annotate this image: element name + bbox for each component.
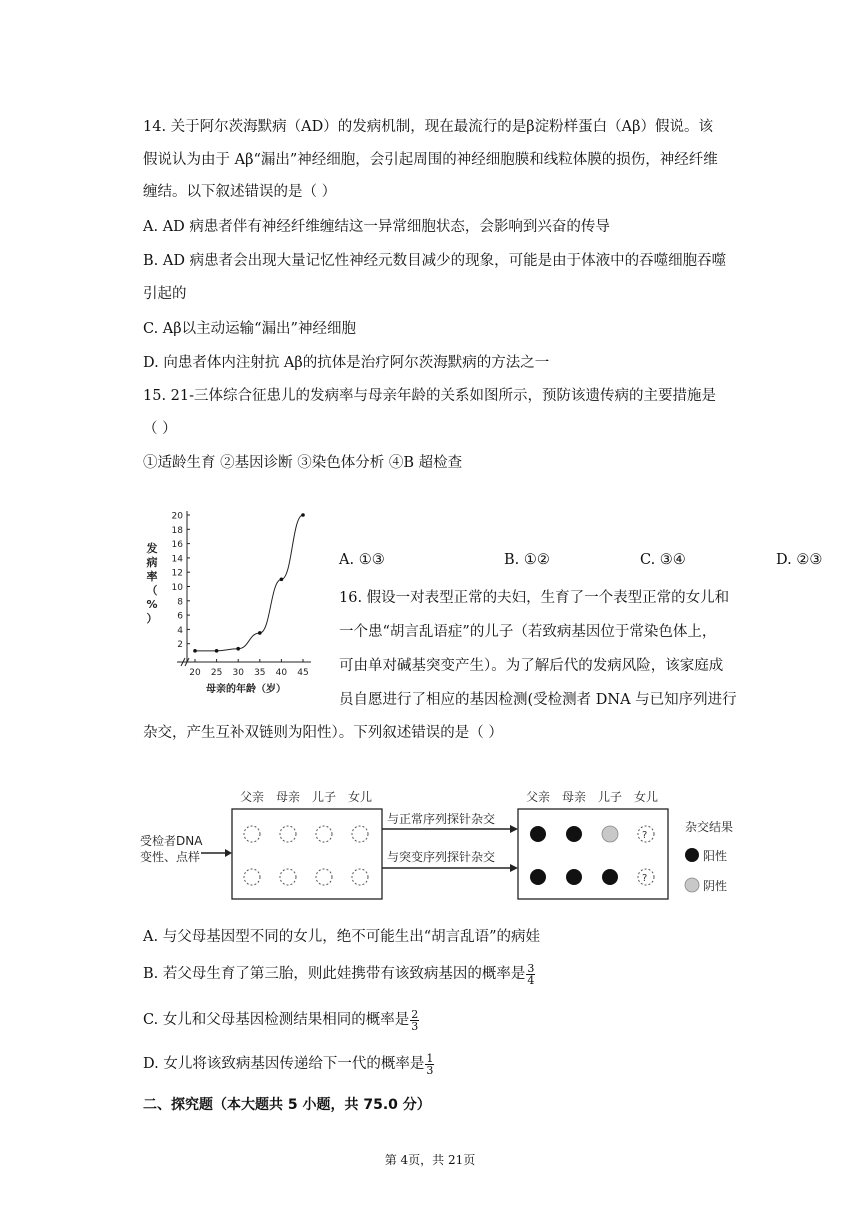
legend-positive-swatch <box>685 848 699 862</box>
membrane-box-after <box>518 809 668 899</box>
unknown-mark-mutant: ? <box>642 873 648 884</box>
y-tick-label: 16 <box>171 540 183 551</box>
spot-son-normal-negative <box>602 826 618 842</box>
x-tick-label: 30 <box>232 668 244 678</box>
y-axis-label-char: % <box>146 598 158 611</box>
x-tick-label: 40 <box>275 668 288 678</box>
spot-mother-mutant-empty <box>280 869 296 885</box>
q16-stem-line3: 可由单对碱基突变产生）。为了解后代的发病风险，该家庭成 <box>339 658 724 674</box>
q16-option-d-fraction <box>425 1053 434 1076</box>
q16-option-c-text: C. 女儿和父母基因检测结果相同的概率是 <box>143 1012 410 1028</box>
q15-choices: ①适龄生育 ②基因诊断 ③染色体分析 ④B 超检查 <box>143 455 463 471</box>
q16-option-a: A. 与父母基因型不同的女儿，绝不可能生出“胡言乱语”的病娃 <box>143 929 541 945</box>
q16-option-b-fraction <box>526 963 535 986</box>
data-point <box>280 578 284 582</box>
y-tick-label: 2 <box>177 640 183 651</box>
q14-stem-line3: 缠结。以下叙述错误的是（ ） <box>143 184 337 200</box>
q16-stem-line4: 员自愿进行了相应的基因检测(受检测者 DNA 与已知序列进行 <box>339 692 737 708</box>
label-daughter: 女儿 <box>348 790 373 804</box>
x-tick-label: 45 <box>297 668 309 678</box>
y-axis-label-char: 病 <box>146 556 158 569</box>
sample-label-line2: 变性、点样 <box>140 850 201 864</box>
spot-son-mutant-empty <box>316 869 332 885</box>
spot-mother-normal-positive <box>566 826 582 842</box>
q16-option-b <box>143 962 535 986</box>
fraction-denominator: 4 <box>527 973 535 987</box>
y-axis-label-char: ） <box>146 612 158 625</box>
label-son: 儿子 <box>312 790 337 804</box>
spot-son-mutant-positive <box>602 869 618 885</box>
y-tick-label: 10 <box>171 583 183 593</box>
legend-positive-label: 阳性 <box>703 849 728 863</box>
spot-father-mutant-empty <box>244 869 260 885</box>
y-tick-label: 6 <box>177 611 183 622</box>
q15-option-d: D. ②③ <box>776 552 823 568</box>
y-tick-label: 8 <box>177 597 183 608</box>
spot-father-normal-positive <box>530 826 546 842</box>
arrow-normal-label: 与正常序列探针杂交 <box>387 812 496 826</box>
fraction-numerator: 2 <box>411 1007 419 1021</box>
section-heading: 二、探究题（本大题共 5 小题，共 75.0 分） <box>143 1097 431 1113</box>
q15-option-c: C. ③④ <box>640 552 686 568</box>
q14-option-c: C. Aβ以主动运输“漏出”神经细胞 <box>143 321 356 337</box>
spot-daughter-normal-empty <box>352 826 368 842</box>
q15-option-b: B. ①② <box>504 552 550 568</box>
q15-stem-line1: 15. 21-三体综合征患儿的发病率与母亲年龄的关系如图所示，预防该遗传病的主要措施是 <box>143 388 717 404</box>
input-arrowhead <box>225 849 232 857</box>
spot-mother-normal-empty <box>280 826 296 842</box>
y-tick-label: 14 <box>171 554 183 565</box>
spot-father-mutant-positive <box>530 869 546 885</box>
y-axis-label-char: （ <box>146 584 158 597</box>
label-father: 父亲 <box>240 790 265 804</box>
legend-title: 杂交结果 <box>685 820 734 834</box>
q16-option-b-text: B. 若父母生育了第三胎，则此娃携带有该致病基因的概率是 <box>143 966 526 982</box>
incidence-curve <box>195 515 303 651</box>
label-mother: 母亲 <box>276 790 301 804</box>
label-daughter-result: 女儿 <box>634 790 659 804</box>
hybridization-diagram <box>135 783 755 908</box>
diagram-left-label <box>140 833 203 864</box>
fraction-denominator: 3 <box>411 1019 419 1033</box>
x-axis-label: 母亲的年龄（岁） <box>206 684 286 695</box>
q15-stem-line2: （ ） <box>143 421 177 437</box>
q14-option-b-line1: B. AD 病患者会出现大量记忆性神经元数目减少的现象，可能是由于体液中的吞噬细胞吞噬 <box>143 253 727 269</box>
q14-option-b-line2: 引起的 <box>143 286 187 302</box>
unknown-mark-normal: ? <box>642 830 648 841</box>
fraction-numerator: 3 <box>527 961 535 975</box>
membrane-box-before <box>232 809 382 899</box>
y-tick-label: 4 <box>177 625 183 636</box>
data-point <box>215 649 219 653</box>
fraction-numerator: 1 <box>426 1051 434 1065</box>
x-tick-label: 25 <box>210 668 223 678</box>
y-axis-label-char: 率 <box>146 570 158 583</box>
spot-daughter-mutant-empty <box>352 869 368 885</box>
q15-option-a: A. ①③ <box>339 552 385 568</box>
q14-option-d: D. 向患者体内注射抗 Aβ的抗体是治疗阿尔茨海默病的方法之一 <box>143 355 550 371</box>
q16-stem-line2: 一个患“胡言乱语症”的儿子（若致病基因位于常染色体上， <box>339 624 717 640</box>
label-son-result: 儿子 <box>598 790 623 804</box>
q14-option-a: A. AD 病患者伴有神经纤维缠结这一异常细胞状态，会影响到兴奋的传导 <box>143 219 610 235</box>
data-point <box>236 647 240 651</box>
q16-option-d <box>143 1052 434 1076</box>
arrow-mutant-label: 与突变序列探针杂交 <box>387 850 496 864</box>
spot-son-normal-empty <box>316 826 332 842</box>
q16-stem-line1: 16. 假设一对表型正常的夫妇，生育了一个表型正常的女儿和 <box>339 590 730 606</box>
data-point <box>258 631 262 635</box>
spot-mother-mutant-positive <box>566 869 582 885</box>
y-axis-label-char: 发 <box>146 542 158 555</box>
y-tick-label: 18 <box>171 525 183 536</box>
y-tick-label: 20 <box>171 511 183 522</box>
q16-option-d-text: D. 女儿将该致病基因传递给下一代的概率是 <box>143 1056 425 1072</box>
page-footer: 第 4页，共 21页 <box>384 1153 476 1167</box>
data-point <box>301 513 305 517</box>
q16-option-c <box>143 1008 419 1032</box>
q14-stem-line2: 假说认为由于 Aβ“漏出”神经细胞，会引起周围的神经细胞膜和线粒体膜的损伤，神经纤维 <box>143 152 718 168</box>
arrow-normal-head <box>510 825 518 833</box>
sample-label-line1: 受检者DNA <box>140 834 203 848</box>
incidence-age-chart <box>140 505 320 700</box>
x-tick-label: 35 <box>254 668 266 678</box>
data-point <box>193 649 197 653</box>
arrow-mutant-head <box>510 864 518 872</box>
fraction-denominator: 3 <box>426 1063 434 1077</box>
q14-stem-line1: 14. 关于阿尔茨海默病（AD）的发病机制，现在最流行的是β淀粉样蛋白（Aβ）假说。该 <box>143 119 713 135</box>
x-tick-label: 20 <box>189 668 201 678</box>
legend-negative-swatch <box>685 878 699 892</box>
q16-option-c-fraction <box>410 1009 419 1032</box>
q16-stem-line5: 杂交，产生互补双链则为阳性）。下列叙述错误的是（ ） <box>143 725 503 741</box>
label-mother-result: 母亲 <box>562 790 587 804</box>
spot-father-normal-empty <box>244 826 260 842</box>
legend-negative-label: 阴性 <box>703 879 728 893</box>
label-father-result: 父亲 <box>526 790 551 804</box>
y-tick-label: 12 <box>171 568 183 579</box>
